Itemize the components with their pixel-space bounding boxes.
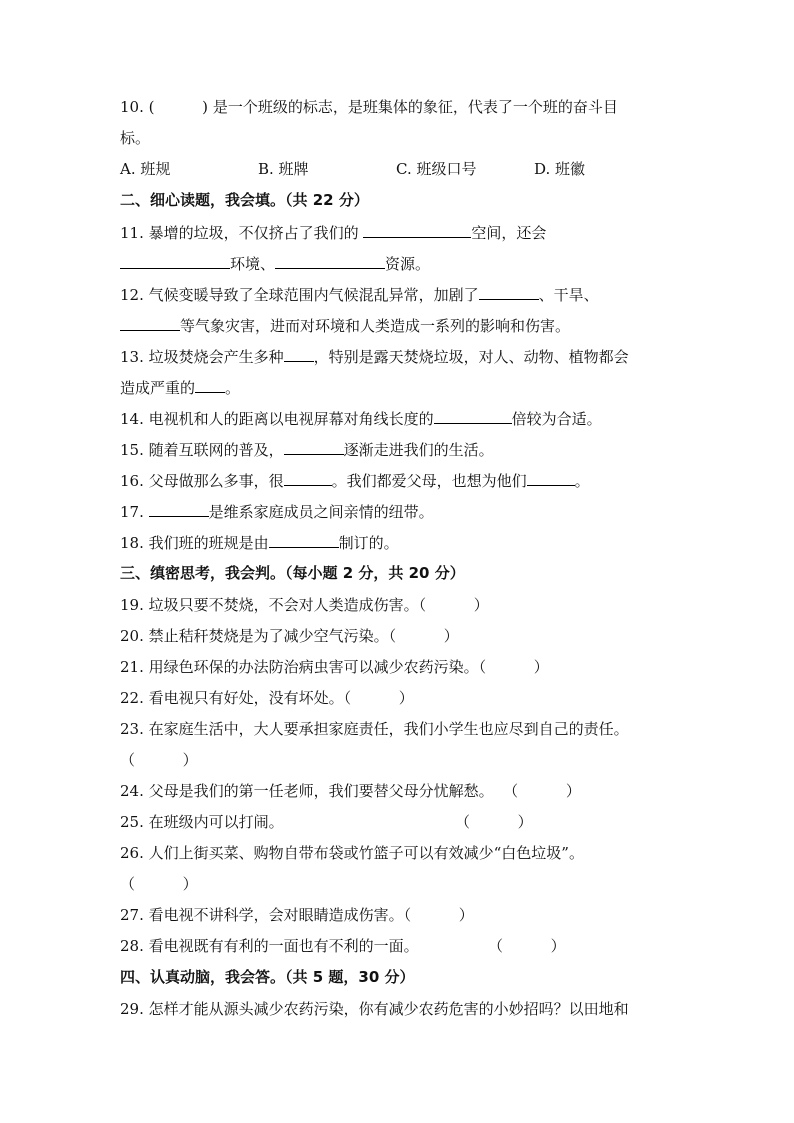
question-25: 25. 在班级内可以打闹。 [120, 813, 284, 831]
question-28: 28. 看电视既有有利的一面也有不利的一面。 [120, 937, 419, 955]
q10-text: 是一个班级的标志，是班集体的象征，代表了一个班的奋斗目 [212, 98, 618, 116]
q15-blank[interactable] [284, 439, 344, 455]
q11-blank-3[interactable] [275, 253, 385, 269]
question-26-answer[interactable]: （ ） [120, 875, 198, 893]
question-29-line-1: 29. 怎样才能从源头减少农药污染，你有减少农药危害的小妙招吗？以田地和 [120, 1000, 629, 1018]
question-10-line-1 [120, 97, 618, 117]
question-11-line-1: 11. 暴增的垃圾，不仅挤占了我们的 空间，还会 [120, 224, 547, 242]
q13-blank-1[interactable] [284, 346, 314, 362]
question-21[interactable]: 21. 用绿色环保的办法防治病虫害可以减少农药污染。（ ） [120, 658, 549, 676]
question-14: 14. 电视机和人的距离以电视屏幕对角线长度的 倍较为合适。 [120, 410, 602, 428]
q11-blank-1[interactable] [363, 222, 471, 238]
q10-answer-blank[interactable]: ( ) [148, 98, 209, 116]
q17-blank[interactable] [149, 501, 209, 517]
q14-blank[interactable] [434, 408, 512, 424]
question-23-answer[interactable]: （ ） [120, 751, 198, 769]
question-27[interactable]: 27. 看电视不讲科学，会对眼睛造成伤害。（ ） [120, 906, 474, 924]
q10-option-d[interactable]: D. 班徽 [534, 160, 586, 178]
q10-option-c[interactable]: C. 班级口号 [396, 160, 477, 178]
question-26-line-1: 26. 人们上街买菜、购物自带布袋或竹篮子可以有效减少“白色垃圾”。 [120, 844, 584, 862]
q16-blank-2[interactable] [527, 470, 575, 486]
question-15: 15. 随着互联网的普及， 逐渐走进我们的生活。 [120, 441, 494, 459]
question-18: 18. 我们班的班规是由 制订的。 [120, 534, 399, 552]
question-12-line-2: 等气象灾害，进而对环境和人类造成一系列的影响和伤害。 [120, 315, 570, 336]
q18-blank[interactable] [269, 532, 339, 548]
q12-blank-1[interactable] [479, 284, 539, 300]
question-12-line-1: 12. 气候变暖导致了全球范围内气候混乱异常，加剧了 、干旱、 [120, 286, 599, 304]
question-11-line-2: 环境、 资源。 [120, 253, 430, 274]
question-20[interactable]: 20. 禁止秸秆焚烧是为了减少空气污染。（ ） [120, 627, 459, 645]
question-19[interactable]: 19. 垃圾只要不焚烧，不会对人类造成伤害。（ ） [120, 596, 489, 614]
section-4-heading: 四、认真动脑，我会答。（共 5 题，30 分） [120, 968, 415, 986]
q10-option-b[interactable]: B. 班牌 [258, 160, 309, 178]
q10-number: 10. [120, 98, 144, 116]
question-23-line-1: 23. 在家庭生活中，大人要承担家庭责任，我们小学生也应尽到自己的责任。 [120, 720, 629, 738]
question-25-answer[interactable]: （ ） [455, 813, 533, 831]
section-3-heading: 三、缜密思考，我会判。（每小题 2 分，共 20 分） [120, 564, 465, 582]
q13-blank-2[interactable] [195, 377, 225, 393]
question-16: 16. 父母做那么多事，很 。我们都爱父母，也想为他们 。 [120, 472, 590, 490]
question-28-answer[interactable]: （ ） [488, 937, 566, 955]
q10-option-a[interactable]: A. 班规 [120, 160, 171, 178]
question-22[interactable]: 22. 看电视只有好处，没有坏处。（ ） [120, 689, 414, 707]
question-13-line-2: 造成严重的 。 [120, 379, 241, 397]
q12-blank-2[interactable] [120, 315, 180, 331]
question-24[interactable]: 24. 父母是我们的第一任老师，我们要替父母分忧解愁。 （ ） [120, 782, 581, 800]
question-13-line-1: 13. 垃圾焚烧会产生多种 ，特别是露天焚烧垃圾，对人、动物、植物都会 [120, 348, 629, 366]
q16-blank-1[interactable] [284, 470, 332, 486]
question-10-line-2: 标。 [120, 129, 151, 147]
question-17: 17. 是维系家庭成员之间亲情的纽带。 [120, 503, 434, 521]
section-2-heading: 二、细心读题，我会填。（共 22 分） [120, 191, 369, 209]
q11-blank-2[interactable] [120, 253, 230, 269]
